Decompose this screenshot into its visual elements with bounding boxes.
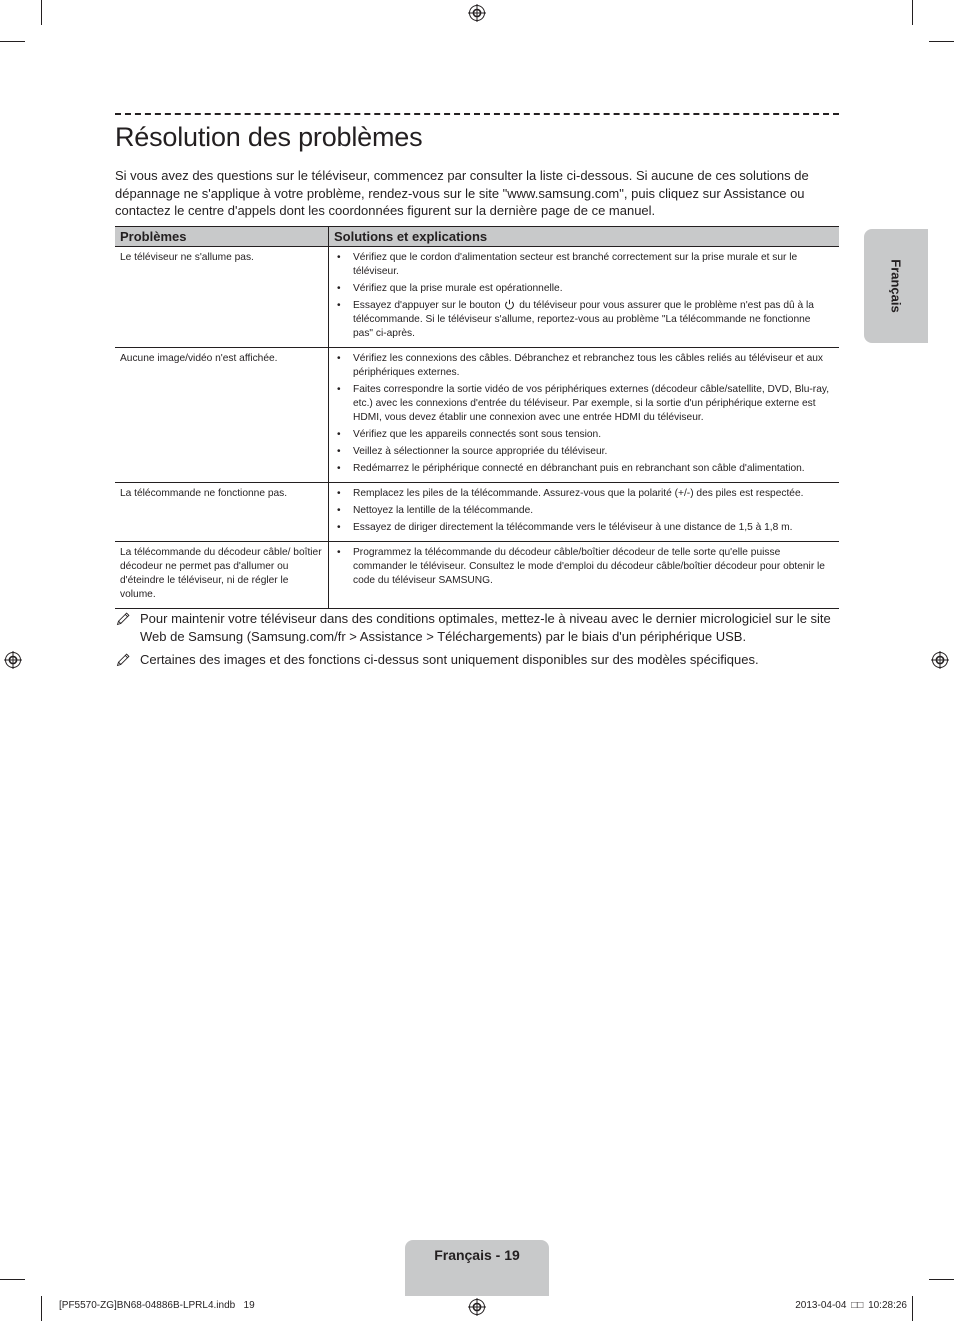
crop-mark bbox=[0, 41, 25, 42]
solutions-list bbox=[337, 546, 831, 588]
solution-item: • Vérifiez les connexions des câbles. Débranchez et rebranchez tous les câbles reliés au téléviseur et aux périphériques externes. bbox=[337, 352, 831, 380]
notes-list bbox=[115, 610, 839, 675]
crop-mark bbox=[0, 1279, 25, 1280]
table-row bbox=[115, 542, 839, 609]
solutions-list bbox=[337, 352, 831, 476]
header-solutions: Solutions et explications bbox=[329, 227, 840, 247]
solution-item: • Faites correspondre la sortie vidéo de vos périphériques externes (décodeur câble/satellite, DVD, Blu-ray, etc.) avec les connexions d'entrée du téléviseur. Par exemple, si la sortie d'un périphérique externe est HDMI, vous devez établir une connexion avec une entrée HDMI du téléviseur. bbox=[337, 383, 831, 425]
intro-paragraph: Si vous avez des questions sur le téléviseur, commencez par consulter la liste ci-dessous. Si aucune de ces solutions de dépannage ne s'applique à votre problème, rendez-vous sur le site "www.samsung.com", puis cliquez sur Assistance ou contactez le centre d'appels dont les coordonnées figurent sur la dernière page de ce manuel. bbox=[115, 168, 809, 218]
solution-text-before: Essayez d'appuyer sur le bouton bbox=[353, 300, 501, 311]
registration-mark-icon bbox=[931, 651, 949, 669]
registration-mark-icon bbox=[468, 1298, 486, 1316]
crop-mark bbox=[912, 0, 913, 25]
footer-glyphs: □□ bbox=[851, 1300, 864, 1311]
solution-item: • Remplacez les piles de la télécommande. Assurez-vous que la polarité (+/-) des piles est respectée. bbox=[337, 487, 831, 501]
solution-text-after: du téléviseur pour vous assurer que le problème n'est pas dû à la télécommande. Si le téléviseur s'allume, reportez-vous au problème "La télécommande ne fonctionne pas" ci-après. bbox=[353, 300, 814, 339]
page-title: Résolution des problèmes bbox=[115, 122, 423, 152]
solution-item: • Redémarrez le périphérique connecté en débranchant puis en rebranchant son câble d'alimentation. bbox=[337, 462, 831, 476]
solutions-list bbox=[337, 251, 831, 341]
troubleshooting-table bbox=[115, 226, 839, 609]
solution-item: • Veillez à sélectionner la source appropriée du téléviseur. bbox=[337, 445, 831, 459]
solution-item: • Programmez la télécommande du décodeur câble/boîtier décodeur de telle sorte qu'elle puisse commander le téléviseur. Consultez le mode d'emploi du décodeur câble/boîtier décodeur pour obtenir le code du téléviseur SAMSUNG. bbox=[337, 546, 831, 588]
solution-item: • Nettoyez la lentille de la télécommande. bbox=[337, 504, 831, 518]
registration-mark-icon bbox=[4, 651, 22, 669]
crop-mark bbox=[929, 1279, 954, 1280]
table-row bbox=[115, 483, 839, 542]
solutions-cell bbox=[329, 483, 840, 542]
pencil-note-icon bbox=[115, 652, 131, 668]
table-header-row bbox=[115, 227, 839, 247]
pencil-note-icon bbox=[115, 611, 131, 627]
solution-item: • Essayez de diriger directement la télécommande vers le téléviseur à une distance de 1,5 à 1,8 m. bbox=[337, 521, 831, 535]
power-icon bbox=[504, 299, 515, 310]
note-text: Certaines des images et des fonctions ci-dessus sont uniquement disponibles sur des modèles spécifiques. bbox=[140, 652, 759, 667]
table-row bbox=[115, 247, 839, 348]
problem-cell: Le téléviseur ne s'allume pas. bbox=[115, 247, 329, 348]
problem-cell: Aucune image/vidéo n'est affichée. bbox=[115, 348, 329, 483]
note-item bbox=[115, 610, 839, 645]
footer-date: 2013-04-04 bbox=[795, 1300, 847, 1311]
page-number-label: Français - 19 bbox=[434, 1247, 520, 1263]
footer-file-info: [PF5570-ZG]BN68-04886B-LPRL4.indb 19 bbox=[59, 1300, 255, 1311]
footer-timestamp bbox=[793, 1300, 907, 1311]
registration-mark-icon bbox=[468, 4, 486, 22]
note-item bbox=[115, 651, 839, 669]
crop-mark bbox=[41, 1296, 42, 1321]
title-dashed-rule bbox=[115, 113, 839, 115]
solution-item: • Vérifiez que les appareils connectés sont sous tension. bbox=[337, 428, 831, 442]
solutions-list bbox=[337, 487, 831, 535]
table-row bbox=[115, 348, 839, 483]
footer-time: 10:28:26 bbox=[868, 1300, 907, 1311]
header-problems: Problèmes bbox=[115, 227, 329, 247]
note-text: Pour maintenir votre téléviseur dans des conditions optimales, mettez-le à niveau avec le dernier micrologiciel sur le site Web de Samsung (Samsung.com/fr > Assistance > Téléchargements) par le biais d'un périphérique USB. bbox=[140, 611, 831, 644]
solutions-cell bbox=[329, 542, 840, 609]
language-side-tab-label: Français bbox=[888, 259, 904, 313]
problem-cell: La télécommande du décodeur câble/ boîtier décodeur ne permet pas d'allumer ou d'éteindre le téléviseur, ni de régler le volume. bbox=[115, 542, 329, 609]
crop-mark bbox=[912, 1296, 913, 1321]
solution-item: • Vérifiez que le cordon d'alimentation secteur est branché correctement sur la prise murale et sur le téléviseur. bbox=[337, 251, 831, 279]
language-side-tab bbox=[864, 229, 928, 343]
crop-mark bbox=[929, 41, 954, 42]
crop-mark bbox=[41, 0, 42, 25]
solutions-cell bbox=[329, 348, 840, 483]
solution-item: • Vérifiez que la prise murale est opérationnelle. bbox=[337, 282, 831, 296]
solution-item bbox=[337, 299, 831, 341]
problem-cell: La télécommande ne fonctionne pas. bbox=[115, 483, 329, 542]
solutions-cell bbox=[329, 247, 840, 348]
page-number-tab bbox=[405, 1240, 549, 1296]
